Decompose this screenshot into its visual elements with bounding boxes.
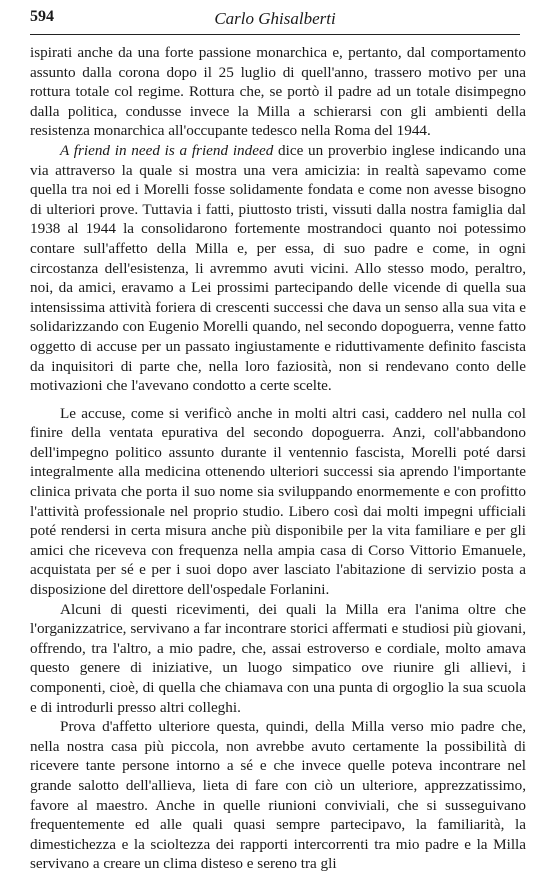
paragraph-1-text: ispirati anche da una forte passione monarchica e, pertanto, dal comportamento assunto dalla corona dopo il 25 luglio di quell'anno, trassero motivo per una rottura totale col regime. Rottura che, se portò il padre ad un totale disimpegno dalla politica, condusse invece la Milla a schierarsi con gli ambienti della resistenza monarchica all'occupante tedesco nella Roma del 1944.: [30, 44, 526, 140]
paragraph-5-text: Prova d'affetto ulteriore questa, quindi, della Milla verso mio padre che, nella nostra casa più piccola, non avrebbe avuto certamente la possibilità di ricevere tante persone intorno a sé e che invece quelle poteva incontrare nel grande salotto dell'allieva, lieta di fare con ciò un ulteriore, apprezzatissimo, favore al maestro. Anche in quelle riunioni conviviali, che si susseguivano frequentemente ed alle quali quasi sempre partecipavo, la familiarità, la dimestichezza e la scioltezza dei rapporti intercorrenti tra mio padre e la Milla servivano a creare un clima disteso e sereno tra gli: [30, 718, 526, 873]
proverb-quote: A friend in need is a friend indeed: [60, 141, 274, 159]
running-head: Carlo Ghisalberti: [214, 9, 336, 28]
page-number: 594: [30, 8, 54, 25]
body-text: [30, 43, 526, 874]
page-header: [30, 8, 520, 35]
paragraph-5: [30, 717, 526, 874]
paragraph-1: [30, 43, 526, 141]
paragraph-2-text: dice un proverbio inglese indicando una via attraverso la quale si mostra una vera amicizia: in realtà sapevamo come quella tra noi ed i Morelli fosse solidamente fondata e come non avesse bisogno di ulteriori prove. Tuttavia i fatti, piuttosto tristi, vissuti dalla nostra famiglia dal 1938 al 1944 la consolidarono fortemente mostrandoci quanto noi potessimo contare sull'affetto della Milla e, per essa, di suo padre e come, in ogni circostanza dell'esistenza, li avremmo avuti vicini. Allo stesso modo, peraltro, noi, da amici, eravamo a Lei prossimi partecipando delle vicende di quella sua intensissima attività foriera di crescenti successi che dava un senso alla sua vita e solidarizzando con Eugenio Morelli quando, nel secondo dopoguerra, venne fatto oggetto di accuse per un passato ingiustamente e riduttivamente definito fascista da inquisitori di parte che, nella loro faziosità, non si rendevano conto delle motivazioni che l'avevano condotto a certe scelte.: [30, 141, 526, 395]
paragraph-3: [30, 404, 526, 600]
paragraph-4: [30, 600, 526, 718]
paragraph-2: [30, 141, 526, 396]
paragraph-4-text: Alcuni di questi ricevimenti, dei quali la Milla era l'anima oltre che l'organizzatrice, servivano a far incontrare storici affermati e studiosi più giovani, offrendo, tra l'altro, a mio padre, che, assai estroverso e cordiale, molto amava questo genere di iniziative, un luogo simpatico ove riunire gli allievi, i componenti, cioè, di quella che chiamava con una punta di orgoglio la sua scuola e di introdurli presso altri colleghi.: [30, 600, 526, 716]
paragraph-3-text: Le accuse, come si verificò anche in molti altri casi, caddero nel nulla col finire della ventata epurativa del secondo dopoguerra. Anzi, coll'abbandono dell'impegno politico assunto durante il ventennio fascista, Morelli poté darsi integralmente alla medicina ottenendo ulteriori successi sia aprendo l'importante clinica privata che porta il suo nome sia sviluppando enormemente e con profitto l'attività professionale nel proprio studio. Libero così dai molti impegni ufficiali poté rendersi in certa misura anche più disponibile per la vita familiare e per gli amici che riceveva con frequenza nella ampia casa di Corso Vittorio Emanuele, acquistata per sé e per i suoi dopo aver lasciato l'abitazione di servizio posta a disposizione del direttore dell'ospedale Forlanini.: [30, 404, 526, 599]
